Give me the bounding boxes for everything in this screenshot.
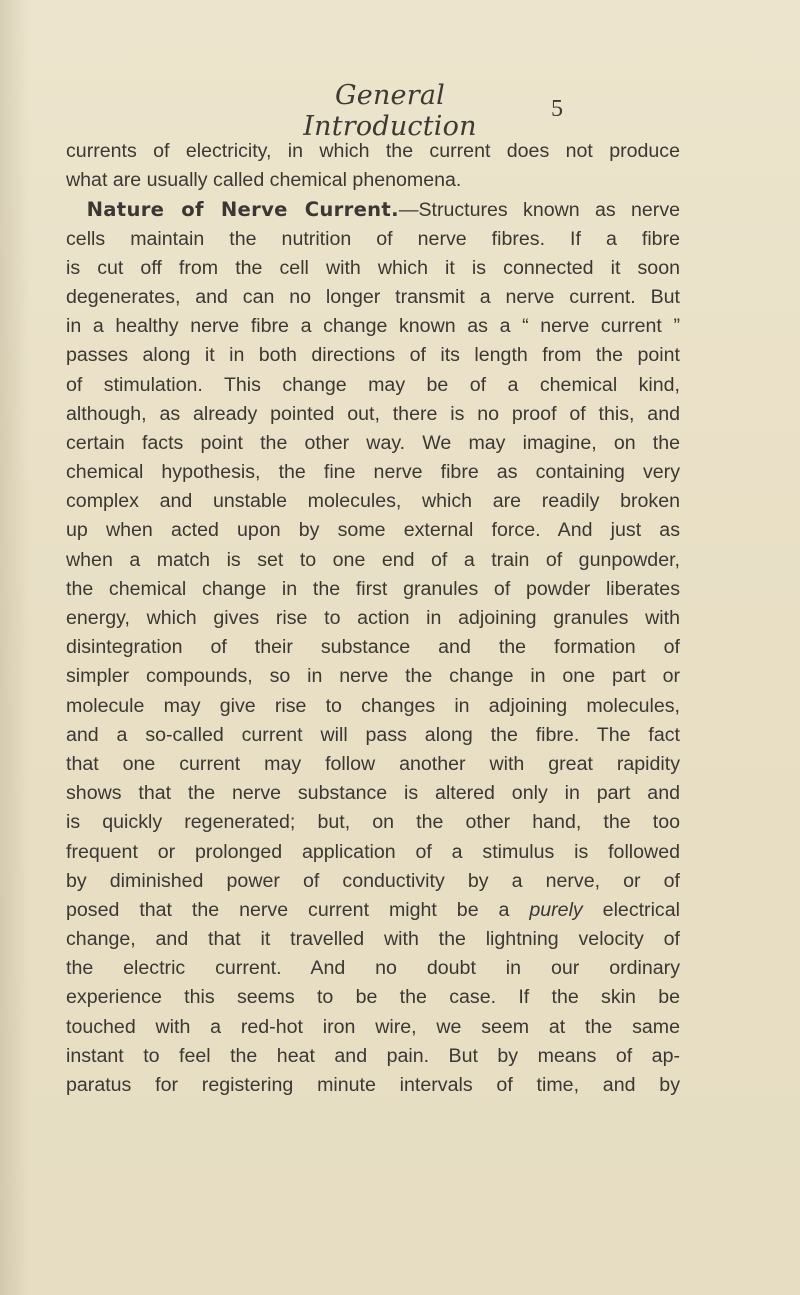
text-run: posed that the nerve current might be a [66,898,530,921]
text-line: when a match is set to one end of a train of gunpowder, [66,548,680,571]
text-line: complex and unstable molecules, which are readily broken [66,490,680,513]
text-line: currents of electricity, in which the current does not produce [66,140,680,162]
text-line: by diminished power of conductivity by a nerve, or of [66,869,680,892]
italic-word: purely [529,898,583,921]
section-heading: Nature of Nerve Current. [86,198,399,222]
text-line: in a healthy nerve fibre a change known as a “ nerve current ” [66,315,680,338]
text-line: chemical hypothesis, the fine nerve fibre as containing very [66,461,680,484]
text-line: touched with a red-hot iron wire, we seem at the same [66,1015,680,1038]
text-line: cells maintain the nutrition of nerve fibres. If a fibre [66,227,680,250]
text-line: energy, which gives rise to action in adjoining granules with [66,607,680,629]
text-line: degenerates, and can no longer transmit a nerve current. But [66,285,680,308]
text-line: is quickly regenerated; but, on the other hand, the too [66,811,680,834]
text-line-with-italic [66,896,680,925]
text-line: what are usually called chemical phenomena. [66,169,462,192]
text-line: shows that the nerve substance is altered only in part and [66,782,680,805]
text-line: experience this seems to be the case. If the skin be [66,986,680,1009]
body-text [66,137,680,1100]
text-run: —Structures known as nerve [398,199,681,222]
page-number: 5 [551,96,563,122]
text-line: disintegration of their substance and the formation of [66,636,680,659]
section-heading-line [66,195,680,224]
text-line: although, as already pointed out, there is no proof of this, and [66,402,680,425]
text-line: that one current may follow another with great rapidity [66,752,680,775]
text-line: is cut off from the cell with which it is connected it soon [66,256,680,279]
text-line: instant to feel the heat and pain. But by means of ap- [66,1044,680,1067]
text-run: electrical [582,898,680,921]
text-line: and a so-called current will pass along the fibre. The fact [66,723,680,746]
text-line: simpler compounds, so in nerve the change in one part or [66,665,680,688]
text-line: passes along it in both directions of its length from the point [66,344,680,367]
text-line: molecule may give rise to changes in adjoining molecules, [66,694,680,717]
text-line: up when acted upon by some external force. And just as [66,519,680,542]
text-line: the electric current. And no doubt in our ordinary [66,957,680,980]
text-line: certain facts point the other way. We may imagine, on the [66,431,680,454]
text-line: the chemical change in the first granules of powder liberates [66,577,680,600]
text-line: frequent or prolonged application of a stimulus is followed [66,840,680,863]
text-line: paratus for registering minute intervals of time, and by [66,1074,680,1096]
text-line: change, and that it travelled with the lightning velocity of [66,928,680,951]
text-line: of stimulation. This change may be of a chemical kind, [66,373,680,396]
running-head: General Introduction [303,80,477,142]
